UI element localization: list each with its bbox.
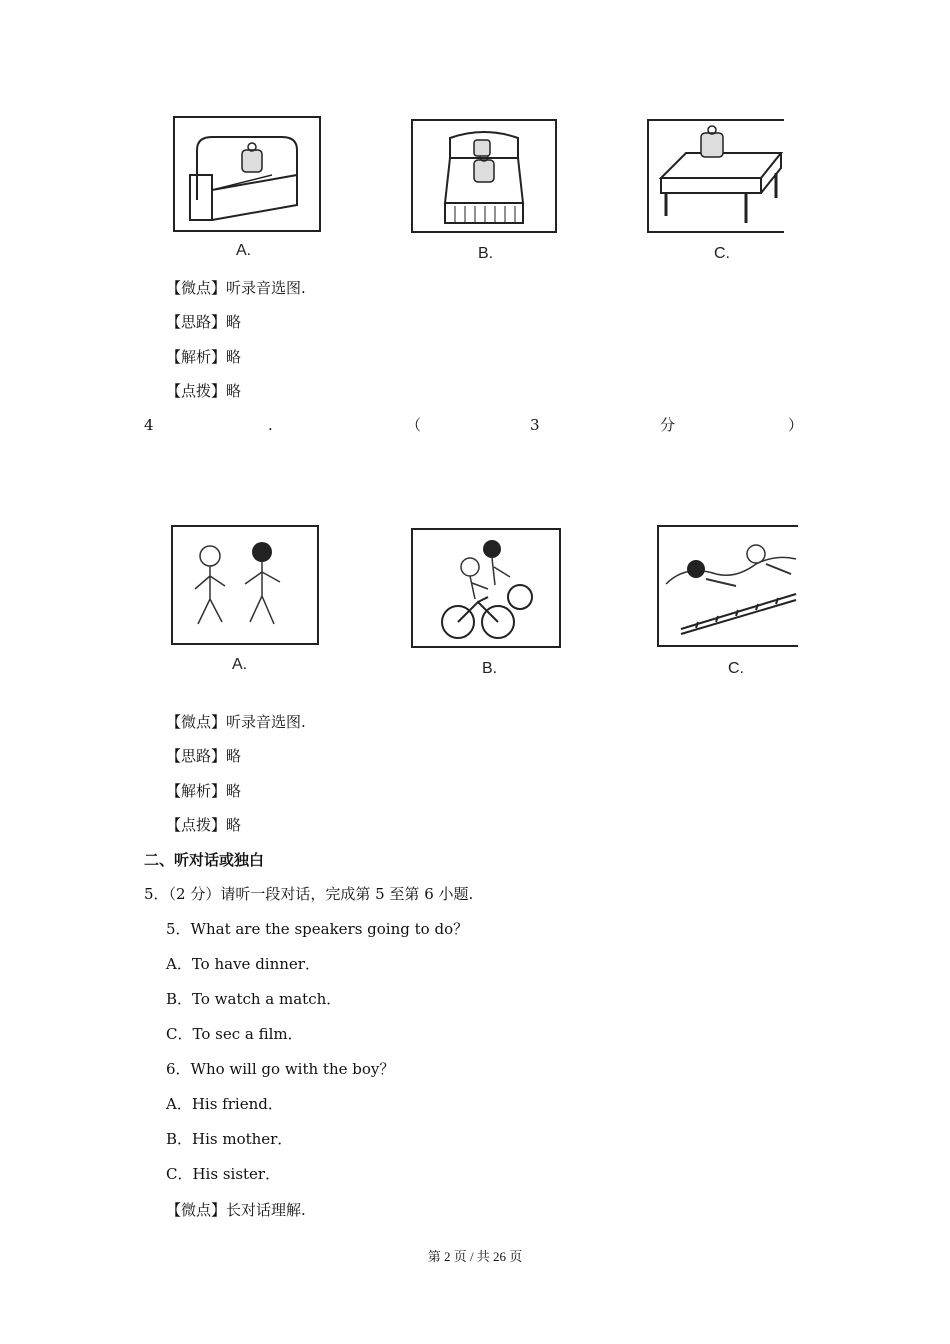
- section2-note-point: 【微点】长对话理解.: [166, 1201, 306, 1219]
- option-c-image-children-swimming: [656, 524, 800, 648]
- option-c-image-table-backpack: [646, 118, 786, 234]
- q4-note-analysis: 【解析】略: [166, 782, 242, 800]
- option-a-label: A.: [236, 242, 252, 259]
- section-heading: 二、听对话或独白: [144, 851, 265, 869]
- q4-unit: 分: [660, 416, 676, 434]
- option-c-label-q4: C.: [728, 660, 744, 677]
- option-b-image-bed-backpack: [410, 118, 558, 234]
- q6-option-b: B．His mother．: [166, 1130, 293, 1148]
- q6-option-a: A．His friend．: [166, 1095, 283, 1113]
- option-b-label-q4: B.: [482, 660, 498, 677]
- q5-option-a: A．To have dinner．: [166, 955, 320, 973]
- q3-note-analysis: 【解析】略: [166, 348, 242, 366]
- option-a-image-children-walking: [170, 524, 320, 646]
- q4-dot: .: [268, 416, 273, 434]
- q5-stem: 5．What are the speakers going to do？: [166, 920, 469, 938]
- q6-stem: 6．Who will go with the boy？: [166, 1060, 395, 1078]
- option-b-label: B.: [478, 245, 494, 262]
- q4-paren-open: （: [406, 416, 422, 434]
- q3-note-idea: 【思路】略: [166, 313, 242, 331]
- option-b-image-children-cycling: [410, 527, 562, 649]
- q5-option-c: C．To sec a film．: [166, 1025, 303, 1043]
- page-footer: 第 2 页 / 共 26 页: [427, 1249, 523, 1264]
- q4-note-tip: 【点拨】略: [166, 816, 242, 834]
- q5-option-b: B．To watch a match．: [166, 990, 342, 1008]
- option-c-label: C.: [714, 245, 730, 262]
- q3-note-tip: 【点拨】略: [166, 382, 242, 400]
- option-a-label-q4: A.: [232, 656, 248, 673]
- q3-note-point: 【微点】听录音选图.: [166, 279, 306, 297]
- q4-score: 3: [530, 416, 540, 434]
- q4-note-point: 【微点】听录音选图.: [166, 713, 306, 731]
- q4-paren-close: ）: [788, 416, 804, 434]
- q6-option-c: C．His sister．: [166, 1165, 281, 1183]
- q4-number: 4: [144, 416, 154, 434]
- q4-note-idea: 【思路】略: [166, 747, 242, 765]
- q5-intro: 5．（2 分）请听一段对话，完成第 5 至第 6 小题.: [144, 885, 474, 903]
- option-a-image-sofa-backpack: [172, 115, 322, 233]
